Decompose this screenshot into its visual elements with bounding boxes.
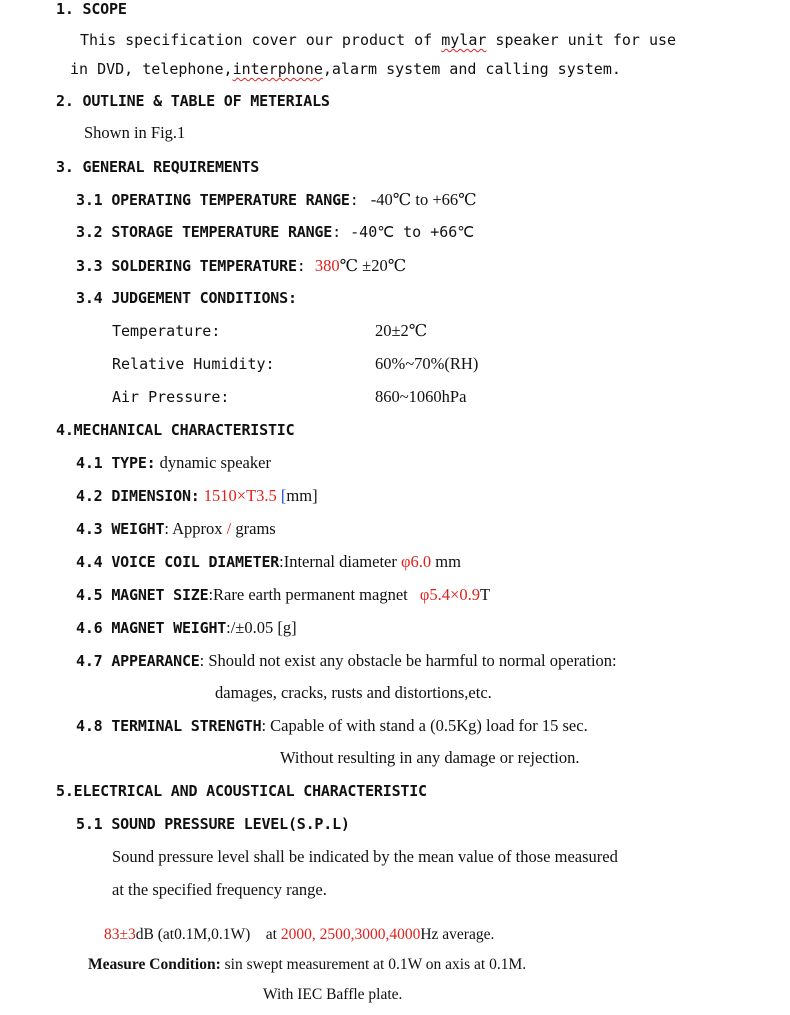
item-value: T [479, 585, 491, 604]
scope-text: in DVD, telephone, [70, 60, 233, 78]
scope-line-2 [70, 62, 621, 77]
scope-text: speaker unit for use [486, 31, 677, 49]
item-value: : -40℃ to +66℃ [332, 223, 475, 241]
spl-condition: dB (at0.1M,0.1W) at [135, 926, 281, 943]
item-4-8-continuation: Without resulting in any damage or rejection. [280, 748, 580, 767]
item-bracket: [ [276, 486, 287, 505]
spl-average: Hz average. [420, 926, 495, 943]
spl-frequencies: 2000, 2500,3000,4000 [280, 926, 421, 943]
spl-value: 83±3 [104, 926, 136, 943]
item-label: 3.3 SOLDERING TEMPERATURE [76, 257, 297, 275]
item-label: 4.1 TYPE: [76, 454, 156, 472]
item-label: 4.4 VOICE COIL DIAMETER [76, 553, 280, 571]
item-4-4 [76, 554, 461, 571]
item-label: 3.1 OPERATING TEMPERATURE RANGE [76, 191, 350, 209]
item-value: grams [231, 519, 276, 538]
condition-name: Relative Humidity: [112, 355, 275, 373]
item-value: : Approx [164, 519, 227, 538]
item-label: 4.2 DIMENSION: [76, 487, 200, 505]
spell-flagged-word: mylar [441, 31, 487, 49]
item-colon: : [349, 191, 359, 209]
spl-spec [104, 927, 494, 943]
item-label: 4.6 MAGNET WEIGHT [76, 619, 227, 637]
measure-condition-continuation: With IEC Baffle plate. [263, 986, 403, 1003]
item-3-3 [76, 258, 406, 275]
scope-text: This specification cover our product of [80, 31, 442, 49]
item-value: :/±0.05 [g] [226, 618, 297, 637]
item-value-highlight: φ5.4×0.9 [419, 585, 480, 604]
item-3-4: 3.4 JUDGEMENT CONDITIONS: [76, 289, 297, 307]
item-4-7 [76, 653, 617, 670]
item-value: ℃ ±20℃ [339, 256, 407, 275]
section-2-heading: 2. OUTLINE & TABLE OF METERIALS [56, 92, 330, 110]
section-3-heading: 3. GENERAL REQUIREMENTS [56, 158, 260, 176]
item-value: mm [431, 552, 461, 571]
item-5-1: 5.1 SOUND PRESSURE LEVEL(S.P.L) [76, 815, 350, 833]
section-4-heading: 4.MECHANICAL CHARACTERISTIC [56, 421, 295, 439]
item-value: mm] [286, 486, 318, 505]
item-value: -40℃ to +66℃ [370, 190, 477, 209]
item-value: : Should not exist any obstacle be harmful to normal operation: [199, 651, 617, 670]
item-4-7-continuation: damages, cracks, rusts and distortions,etc. [215, 683, 492, 702]
item-4-1 [76, 455, 271, 472]
item-value: : Capable of with stand a (0.5Kg) load for 15 sec. [261, 716, 588, 735]
item-value-highlight: 1510×T3.5 [199, 486, 277, 505]
item-3-2 [76, 225, 474, 241]
item-colon: : [296, 257, 315, 275]
spl-description-line-1: Sound pressure level shall be indicated by the mean value of those measured [112, 847, 618, 866]
section-5-heading: 5.ELECTRICAL AND ACOUSTICAL CHARACTERISTIC [56, 782, 427, 800]
item-label: 4.5 MAGNET SIZE [76, 586, 209, 604]
item-4-8 [76, 718, 588, 735]
condition-name: Air Pressure: [112, 388, 230, 406]
scope-line-1 [80, 33, 676, 48]
spell-flagged-word: interphone [232, 60, 323, 78]
item-label: 4.3 WEIGHT [76, 520, 165, 538]
item-label: 3.2 STORAGE TEMPERATURE RANGE [76, 223, 333, 241]
spl-description-line-2: at the specified frequency range. [112, 880, 327, 899]
item-label: 4.7 APPEARANCE [76, 652, 200, 670]
measure-condition-value: sin swept measurement at 0.1W on axis at 0.1M. [220, 956, 527, 973]
item-4-3 [76, 521, 276, 538]
item-value-highlight: / [226, 519, 232, 538]
item-label: 4.8 TERMINAL STRENGTH [76, 717, 262, 735]
item-value-highlight: 380 [314, 256, 340, 275]
item-4-2 [76, 488, 318, 505]
item-4-5 [76, 587, 490, 604]
item-value: :Internal diameter [279, 552, 401, 571]
item-value: :Rare earth permanent magnet [208, 585, 412, 604]
outline-text: Shown in Fig.1 [84, 123, 186, 142]
item-value-highlight: φ6.0 [400, 552, 432, 571]
condition-value: 20±2℃ [375, 321, 428, 340]
measure-condition-label: Measure Condition: [88, 956, 221, 973]
condition-value: 60%~70%(RH) [375, 354, 479, 373]
item-4-6 [76, 620, 297, 637]
section-1-heading: 1. SCOPE [56, 0, 127, 18]
scope-text: ,alarm system and calling system. [322, 60, 621, 78]
measure-condition [88, 957, 526, 973]
item-value: dynamic speaker [155, 453, 271, 472]
condition-name: Temperature: [112, 322, 221, 340]
condition-value: 860~1060hPa [375, 387, 467, 406]
item-3-1 [76, 192, 477, 209]
